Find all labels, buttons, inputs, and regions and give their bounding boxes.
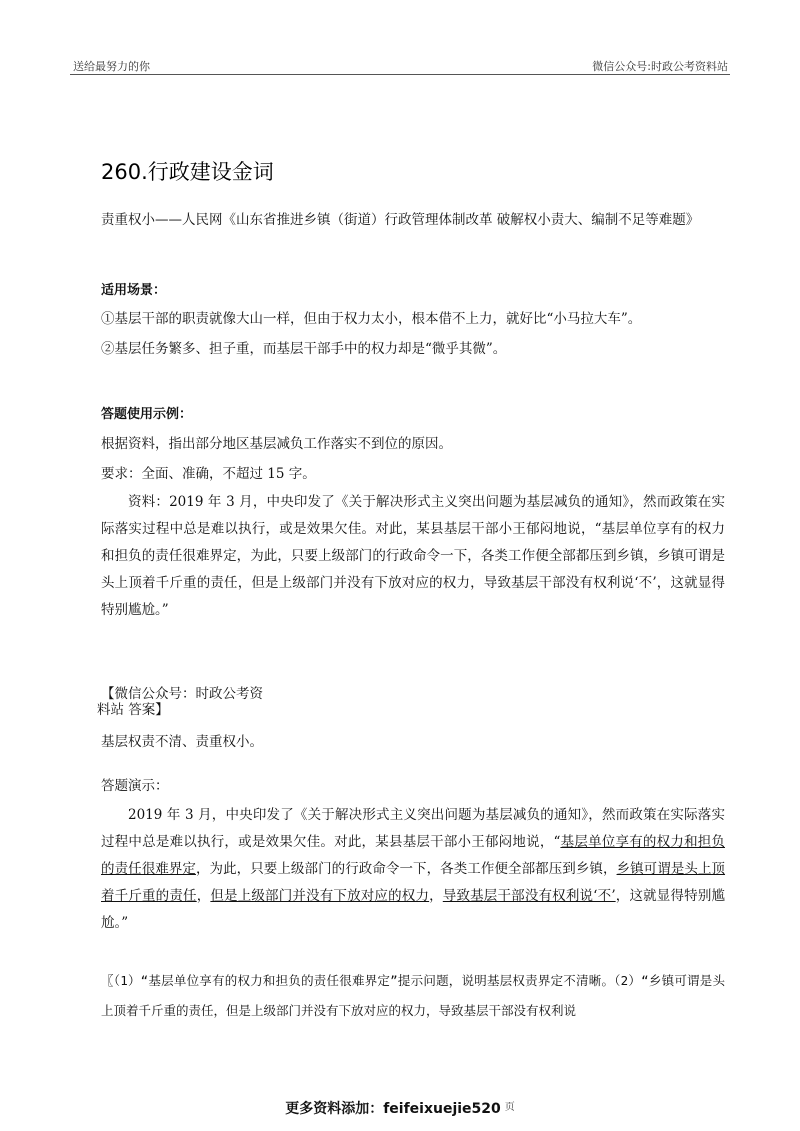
demo-text-mid-1: ，为此，只要上级部门的行政命令一下，各类工作便全部都压到乡镇，: [195, 861, 617, 877]
demo-underline-1: 基层单位享有的权力和担负的责任很难界定: [101, 834, 725, 877]
answer-tag-line-1: 【微信公众号：时政公考资: [101, 686, 263, 702]
page-title: 260.行政建设金词: [101, 160, 274, 184]
subtitle-source: 责重权小——人民网《山东省推进乡镇（街道）行政管理体制改革 破解权小责大、编制不足等难题》: [101, 212, 700, 228]
demo-paragraph: [101, 802, 725, 937]
example-question: 根据资料，指出部分地区基层减负工作落实不到位的原因。: [101, 436, 452, 452]
demo-underline-3: 但是上级部门并没有下放对应的权力: [210, 888, 430, 904]
example-material: 资料：2019 年 3 月，中央印发了《关于解决形式主义突出问题为基层减负的通知》，然而政策在实际落实过程中总是难以执行，或是效果欠佳。对此，某县基层干部小王郁闷地说，“基层单位享有的权力和担负的责任很难界定，为此，只要上级部门的行政命令一下，各类工作便全部都压到乡镇，乡镇可谓是头上顶着千斤重的责任，但是上级部门并没有下放对应的权力，导致基层干部没有权利说‘不’，这就显得特别尴尬。”: [101, 494, 725, 618]
demo-text-mid-3: ，: [429, 888, 443, 904]
demo-underline-4: 导致基层干部没有权利说‘不’: [442, 888, 616, 904]
answer-tag-line-2: 料站 答案】: [97, 702, 169, 718]
footer-page-label: 页: [504, 1102, 515, 1113]
demo-text-start: 2019 年 3 月，中央印发了《关于解决形式主义突出问题为基层减负的通知》，然而政策在实际落实过程中总是难以执行，或是效果欠佳。对此，某县基层干部小王郁闷地说，“: [101, 807, 725, 850]
footer-contact: 更多资料添加：feifeixuejie520: [285, 1101, 501, 1117]
header-divider: [70, 74, 730, 75]
footer: [0, 1098, 800, 1118]
example-heading: 答题使用示例：: [101, 407, 193, 422]
scenario-item-1: ①基层干部的职责就像大山一样，但由于权力太小，根本借不上力，就好比“小马拉大车”。: [101, 311, 642, 327]
example-requirement: 要求：全面、准确，不超过 15 字。: [101, 466, 316, 482]
demo-text-mid-2: ，: [196, 888, 211, 904]
demo-heading: 答题演示：: [101, 778, 169, 794]
scenario-heading: 适用场景：: [101, 283, 167, 298]
scenario-item-2: ②基层任务繁多、担子重，而基层干部手中的权力却是“微乎其微”。: [101, 341, 507, 357]
answer-tag: [97, 686, 301, 718]
demo-underline-2: 乡镇可谓是头上顶着千斤重的责任: [101, 861, 726, 904]
demo-text-end: ，这就显得特别尴尬。”: [101, 888, 725, 931]
header-right-text: 微信公众号:时政公考资料站: [592, 60, 728, 73]
header-left-text: 送给最努力的你: [73, 60, 150, 73]
demo-analysis: 〖（1）“基层单位享有的权力和担负的责任很难界定”提示问题，说明基层权责界定不清晰。（2）“乡镇可谓是头上顶着千斤重的责任，但是上级部门并没有下放对应的权力，导致基层干部没有权利说: [101, 973, 725, 1018]
answer-text: 基层权责不清、责重权小。: [101, 734, 263, 750]
